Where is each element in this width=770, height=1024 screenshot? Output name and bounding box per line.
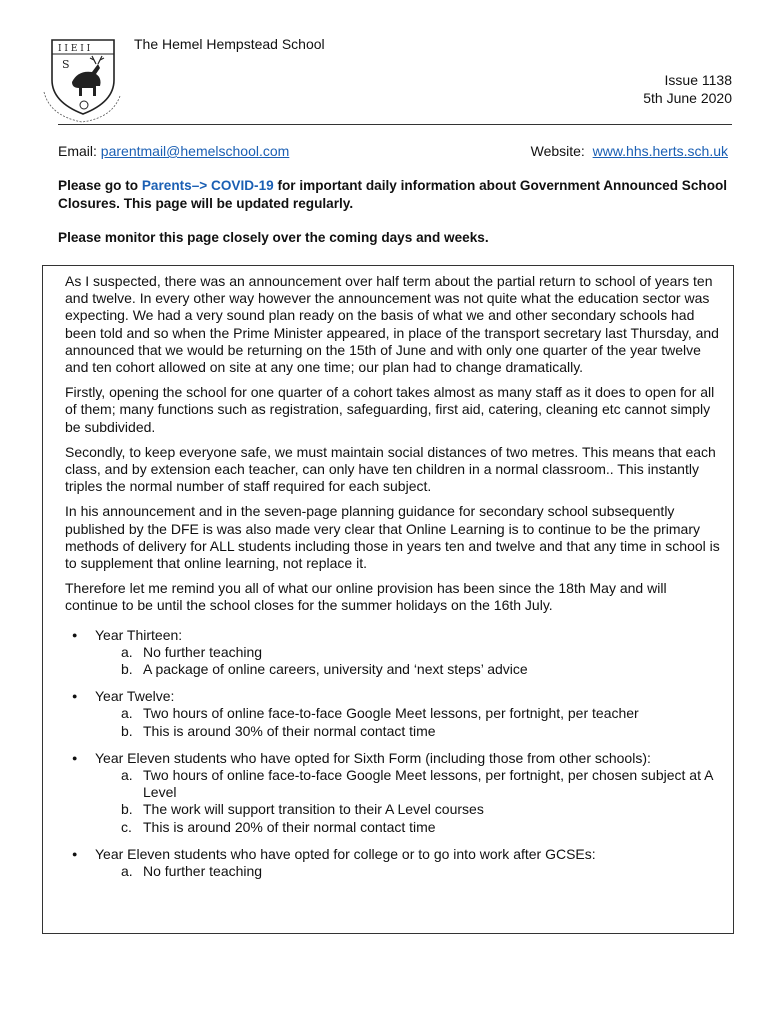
paragraph: In his announcement and in the seven-page planning guidance for secondary school subsequently published by the DFE is was also made very clear that Online Learning is to continue to be the primary methods of delivery for ALL students including those in years ten and twelve and that any time in school is to supplement that online learning, not replace it. [65,503,720,572]
sub-marker: c. [121,818,132,835]
school-crest-logo [42,34,122,124]
sub-marker: b. [121,661,133,678]
monitor-notice: Please monitor this page closely over the coming days and weeks. [58,230,489,245]
sub-marker: b. [121,801,133,818]
sub-marker: a. [121,643,133,660]
sub-list [95,767,723,836]
sub-item [121,643,723,661]
header-divider [58,124,732,125]
website-label: Website: [530,143,585,159]
sub-list [95,863,723,880]
paragraph: Secondly, to keep everyone safe, we must maintain social distances of two metres. This means that each class, and by extension each teacher, can only have ten children in a normal classroom.. This instantly triples the normal number of staff required for each subject. [65,443,716,495]
email-block [58,143,289,159]
sub-item [121,818,723,836]
issue-block [643,71,732,107]
notice-suffix: for important daily information about Government Announced School Closures. This page will be updated regularly. [58,178,728,211]
sub-text: The work will support transition to their A Level courses [143,801,484,818]
issue-number: Issue 1138 [664,72,732,88]
list-item-year-eleven-sixth-form [65,750,723,836]
sub-item [121,863,723,880]
sub-marker: a. [121,767,133,784]
paragraph: Therefore let me remind you all of what our online provision has been since the 18th May and will continue to be until the school closes for the summer holidays on the 16th July. [65,580,667,614]
sub-text: No further teaching [143,643,263,660]
sub-text: This is around 20% of their normal contact time [143,818,436,835]
sub-text: Two hours of online face-to-face Google Meet lessons, per fortnight, per teacher [143,705,639,722]
provision-list [65,627,723,881]
sub-item [121,801,723,818]
sub-list [95,644,723,678]
email-label: Email: [58,143,97,159]
bullet-title: ● Year Eleven students who have opted for Sixth Form (including those from other schools): [95,749,651,766]
website-link[interactable]: www.hhs.herts.sch.uk [592,143,728,159]
sub-text: No further teaching [143,863,263,880]
crest-top-text: I I E I I [58,44,91,54]
sub-marker: a. [121,863,133,880]
sub-item [121,705,723,722]
sub-marker: b. [121,722,133,739]
sub-item [121,767,723,801]
notice-prefix: Please go to [58,178,142,193]
sub-item [121,722,723,740]
contact-line [58,143,728,159]
bullet-title: ● Year Eleven students who have opted for college or to go into work after GCSEs: [95,845,596,862]
list-item-year-thirteen [65,627,723,679]
sub-text: This is around 30% of their normal contact time [143,722,436,739]
email-link[interactable]: parentmail@hemelschool.com [100,143,290,159]
school-name: The Hemel Hempstead School [134,36,325,52]
sub-text: A package of online careers, university and ‘next steps’ advice [143,661,528,678]
covid-page-link[interactable]: Parents–> COVID-19 [141,178,274,193]
list-item-year-eleven-college [65,846,723,880]
article-box [42,265,734,934]
sub-item [121,661,723,678]
paragraph: As I suspected, there was an announcement over half term about the partial return to school of years ten and twelve. In every other way however the announcement was not quite what the education sector was expecting. We had a very sound plan ready on the basis of what we and other secondary schools had been told and so when the Prime Minister appeared, in place of the transport secretary last Thursday, and announced that we would be returning on the 15th of June and with only one quarter of the year twelve and ten cohort allowed on site at any one time; our plan had to change dramatically. [65,273,719,376]
crest-shield-icon [42,34,122,124]
covid-notice [58,177,730,213]
sub-text: Two hours of online face-to-face Google Meet lessons, per fortnight, per chosen subject at A Level [143,767,713,801]
list-item-year-twelve [65,688,723,740]
bullet-title: ● Year Thirteen: [95,626,183,643]
sub-list [95,705,723,739]
crest-letter: S [62,58,70,71]
sub-marker: a. [121,705,133,722]
issue-date: 5th June 2020 [643,90,732,106]
paragraph: Firstly, opening the school for one quarter of a cohort takes almost as many staff as it does to open for all of them; many functions such as registration, safeguarding, first aid, catering, cleaning etc cannot simply be subdivided. [65,384,715,435]
website-block [531,143,728,159]
bullet-title: ● Year Twelve: [95,688,175,705]
